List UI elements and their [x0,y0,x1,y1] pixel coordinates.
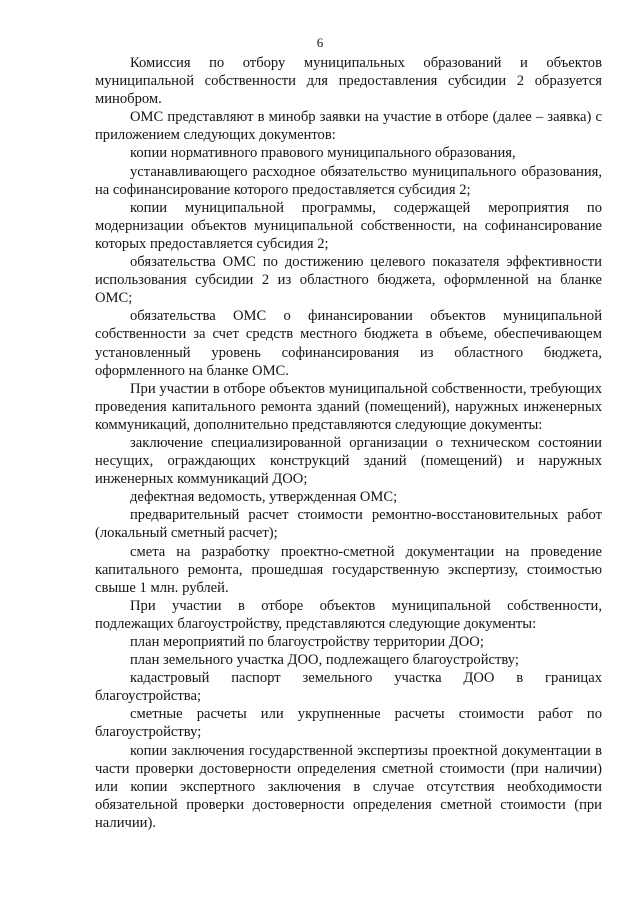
list-item-defect-statement: дефектная ведомость, утвержденная ОМС; [130,489,398,506]
list-item-preliminary-estimate: предварительный расчет стоимости ремонтно-восстановительных работ (локальный сметный расчет); [95,507,602,542]
list-item-expenditure-obligation: устанавливающего расходное обязательство муниципального образования, на софинансирование которого предоставляется субсидия 2; [95,163,602,198]
list-item-cost-estimates: сметные расчеты или укрупненные расчеты стоимости работ по благоустройству; [95,706,602,741]
body-text [95,54,602,832]
page-number: 6 [316,35,324,50]
list-item-landscaping-plan: план мероприятий по благоустройству территории ДОО; [130,634,484,650]
list-item-municipal-program: копии муниципальной программы, содержащей мероприятия по модернизации объектов муниципальной собственности, на софинансирование которых предоставляется субсидия 2; [95,199,602,252]
list-item-normative-act: копии нормативного правового муниципального образования, [130,145,516,162]
paragraph-application: ОМС представляют в минобр заявки на участие в отборе (далее – заявка) с приложением следующих документов: [95,109,602,144]
list-item-technical-conclusion: заключение специализированной организации о техническом состоянии несущих, ограждающих конструкций зданий (помещений) и наружных инженерных коммуникаций ДОО; [95,434,602,488]
list-item-design-estimate: смета на разработку проектно-сметной документации на проведение капитального ремонта, прошедшая государственную экспертизу, стоимостью свыше 1 млн. рублей. [95,543,602,596]
paragraph-capital-repair: При участии в отборе объектов муниципальной собственности, требующих проведения капитального ремонта зданий (помещений), наружных инженерных коммуникаций, дополнительно представляются следующие документы: [95,380,602,433]
list-item-target-indicator: обязательства ОМС по достижению целевого показателя эффективности использования субсидии 2 из областного бюджета, оформленной на бланке ОМС; [95,254,602,307]
list-item-land-plot-plan: план земельного участка ДОО, подлежащего благоустройству; [130,652,519,669]
list-item-cadastral-passport: кадастровый паспорт земельного участка ДОО в границах благоустройства; [95,670,602,705]
paragraph-commission: Комиссия по отбору муниципальных образований и объектов муниципальной собственности для предоставления субсидии 2 образуется минобром. [95,55,602,108]
list-item-financing-obligation: обязательства ОМС о финансировании объектов муниципальной собственности за счет средств местного бюджета в объеме, обеспечивающем установленный уровень софинансирования из областного бюджета, оформленного на бланке ОМС. [95,308,602,379]
paragraph-landscaping: При участии в отборе объектов муниципальной собственности, подлежащих благоустройству, представляются следующие документы: [95,597,602,632]
list-item-expertise-conclusion: копии заключения государственной экспертизы проектной документации в части проверки достоверности определения сметной стоимости (при наличии) или копии экспертного заключения в случае отсутствия необходимости обязательной проверки достоверности определения сметной стоимости (при наличии). [95,742,602,831]
